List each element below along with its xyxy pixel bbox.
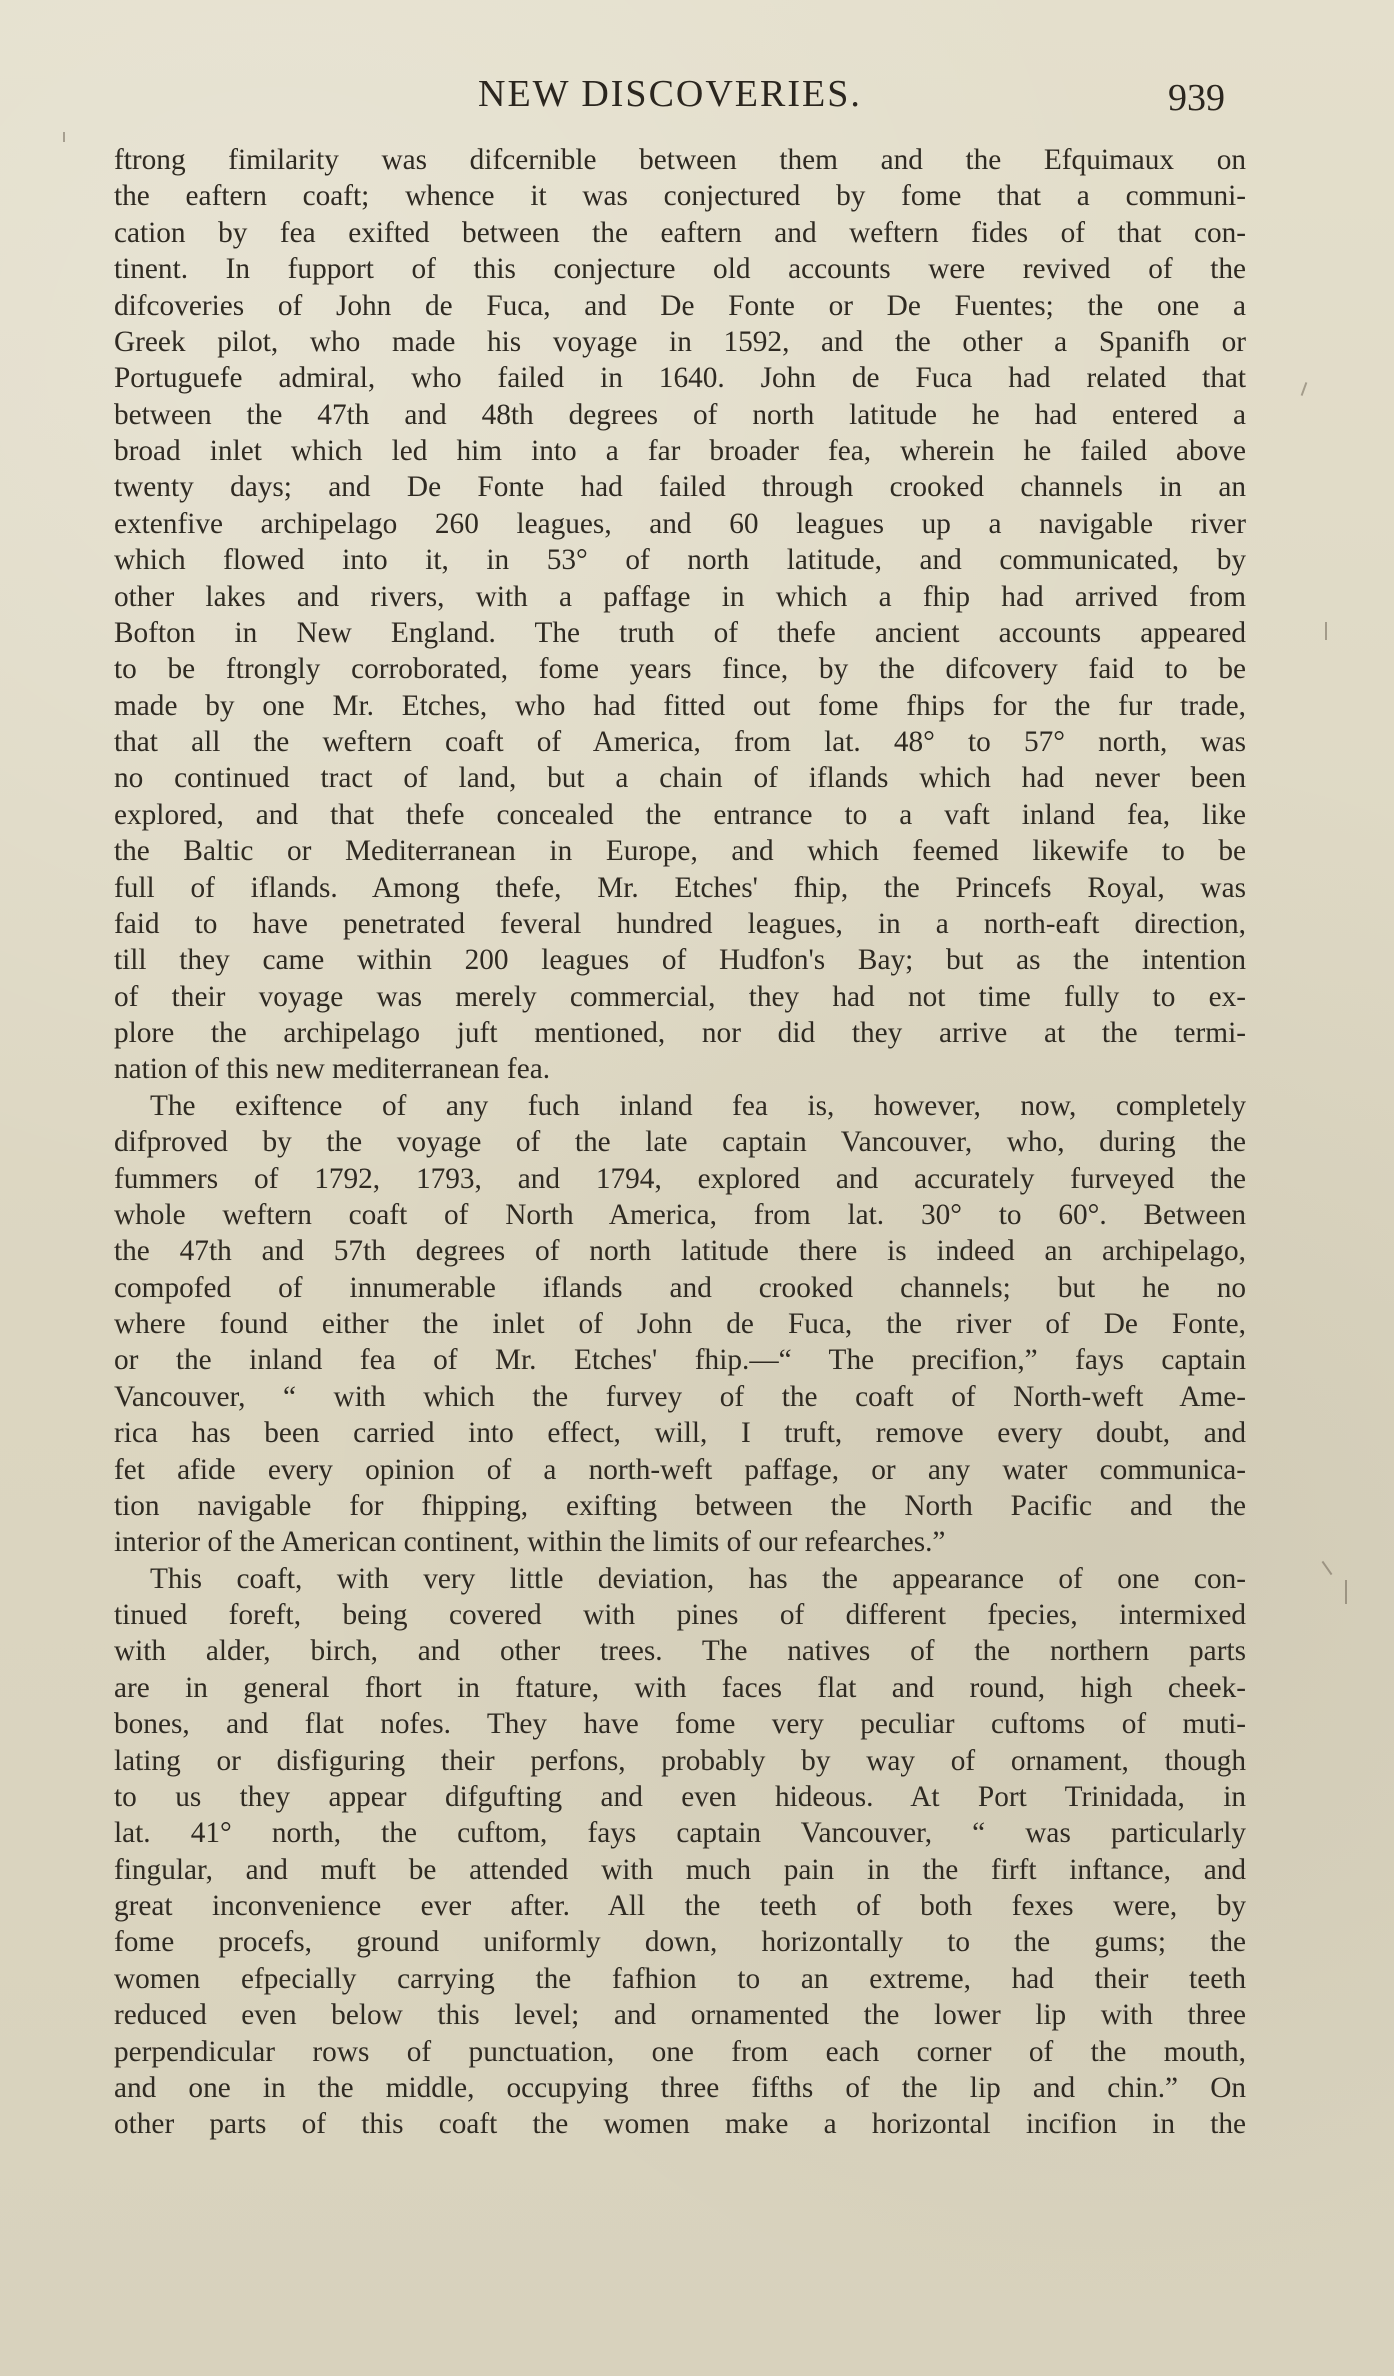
text-line: full of iflands. Among thefe, Mr. Etches' fhip, the Princefs Royal, was [114,871,1246,904]
text-line: great inconvenience ever after. All the teeth of both fexes were, by [114,1890,1246,1922]
text-line: difcoveries of John de Fuca, and De Fonte or De Fuentes; the one a [114,289,1246,322]
text-line: Vancouver, “ with which the furvey of the coaft of North-weft Ame- [114,1380,1246,1413]
text-line: and one in the middle, occupying three fifths of the lip and chin.” On [114,2071,1246,2104]
text-line: interior of the American continent, within the limits of our refearches.” [114,1526,946,1559]
text-line: extenfive archipelago 260 leagues, and 60 leagues up a navigable river [114,507,1246,540]
text-line: fummers of 1792, 1793, and 1794, explored and accurately furveyed the [114,1162,1246,1195]
text-line: fet afide every opinion of a north-weft paffage, or any water communica- [114,1453,1246,1486]
text-line: fome procefs, ground uniformly down, horizontally to the gums; the [114,1926,1246,1959]
text-line: other lakes and rivers, with a paffage in which a fhip had arrived from [114,580,1246,613]
text-line: of their voyage was merely commercial, they had not time fully to ex- [114,980,1246,1013]
text-line: ftrong fimilarity was difcernible between them and the Efquimaux on [114,144,1246,176]
text-line: lat. 41° north, the cuftom, fays captain Vancouver, “ was particularly [114,1817,1246,1850]
text-line: compofed of innumerable iflands and crooked channels; but he no [114,1271,1246,1304]
text-line: the 47th and 57th degrees of north latitude there is indeed an archipelago, [114,1235,1246,1268]
body-text [114,142,1246,2143]
text-line: the eaftern coaft; whence it was conjectured by fome that a communi- [114,180,1246,213]
text-line: where found either the inlet of John de Fuca, the river of De Fonte, [114,1308,1246,1340]
text-line: Portuguefe admiral, who failed in 1640. John de Fuca had related that [114,362,1246,395]
text-line: plore the archipelago juft mentioned, nor did they arrive at the termi- [114,1017,1246,1049]
text-line: reduced even below this level; and ornamented the lower lip with three [114,1999,1246,2032]
text-line: to be ftrongly corroborated, fome years fince, by the difcovery faid to be [114,653,1246,686]
text-line: the Baltic or Mediterranean in Europe, and which feemed likewife to be [114,835,1246,868]
text-line: perpendicular rows of punctuation, one from each corner of the mouth, [114,2035,1246,2068]
text-line: explored, and that thefe concealed the entrance to a vaft inland fea, like [114,798,1246,831]
text-line: no continued tract of land, but a chain of iflands which had never been [114,762,1246,795]
text-line: women efpecially carrying the fafhion to an extreme, had their teeth [114,1962,1246,1995]
text-line: bones, and flat nofes. They have fome very peculiar cuftoms of muti- [114,1708,1246,1741]
text-line: that all the weftern coaft of America, from lat. 48° to 57° north, was [114,726,1246,758]
text-line: tion navigable for fhipping, exifting between the North Pacific and the [114,1489,1246,1522]
text-line: which flowed into it, in 53° of north latitude, and communicated, by [114,544,1246,577]
scan-mark [63,132,65,142]
scan-mark [1345,1580,1347,1604]
text-line: This coaft, with very little deviation, has the appearance of one con- [150,1562,1246,1595]
text-line: or the inland fea of Mr. Etches' fhip.—“ The precifion,” fays captain [114,1344,1246,1377]
text-line: Greek pilot, who made his voyage in 1592, and the other a Spanifh or [114,325,1246,358]
text-line: nation of this new mediterranean fea. [114,1053,551,1086]
text-line: other parts of this coaft the women make a horizontal incifion in the [114,2108,1246,2141]
text-line: difproved by the voyage of the late captain Vancouver, who, during the [114,1126,1246,1159]
text-line: till they came within 200 leagues of Hudfon's Bay; but as the intention [114,944,1246,977]
scan-mark [1301,382,1308,396]
page-header [0,70,1394,130]
text-line: between the 47th and 48th degrees of north latitude he had entered a [114,398,1246,431]
text-line: faid to have penetrated feveral hundred leagues, in a north-eaft direction, [114,907,1246,940]
page-number: 939 [1168,77,1225,119]
text-line: broad inlet which led him into a far broader fea, wherein he failed above [114,435,1246,467]
running-head: NEW DISCOVERIES. [478,73,862,115]
text-line: rica has been carried into effect, will, I truft, remove every doubt, and [114,1417,1246,1450]
text-line: tinued foreft, being covered with pines of different fpecies, intermixed [114,1599,1246,1631]
text-line: are in general fhort in ftature, with faces flat and round, high cheek- [114,1671,1246,1704]
text-line: lating or disfiguring their perfons, probably by way of ornament, though [114,1744,1246,1777]
text-line: tinent. In fupport of this conjecture old accounts were revived of the [114,253,1246,286]
text-line: to us they appear difgufting and even hideous. At Port Trinidada, in [114,1780,1246,1813]
text-line: The exiftence of any fuch inland fea is, however, now, completely [150,1089,1246,1122]
scan-mark [1325,622,1327,640]
text-line: whole weftern coaft of North America, from lat. 30° to 60°. Between [114,1198,1246,1231]
text-line: twenty days; and De Fonte had failed through crooked channels in an [114,471,1246,504]
text-line: cation by fea exifted between the eaftern and weftern fides of that con- [114,216,1246,249]
text-line: made by one Mr. Etches, who had fitted out fome fhips for the fur trade, [114,689,1246,722]
text-line: with alder, birch, and other trees. The natives of the northern parts [114,1635,1246,1668]
text-line: Bofton in New England. The truth of thefe ancient accounts appeared [114,616,1246,649]
scan-mark [1322,1561,1333,1575]
text-line: fingular, and muft be attended with much pain in the firft inftance, and [114,1853,1246,1886]
